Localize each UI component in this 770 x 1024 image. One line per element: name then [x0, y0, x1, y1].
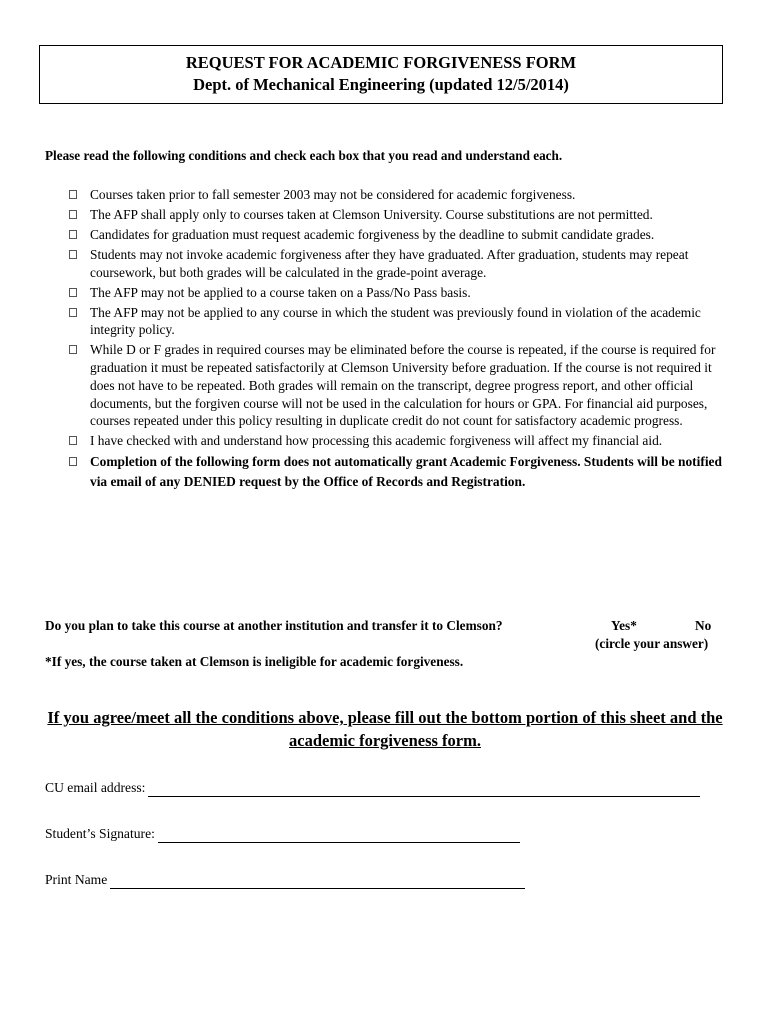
- condition-item: [68, 246, 728, 281]
- condition-item: [68, 226, 728, 244]
- signature-field[interactable]: [158, 828, 520, 843]
- form-header: [39, 45, 723, 104]
- answer-hint: (circle your answer): [595, 636, 709, 651]
- email-field[interactable]: [148, 782, 700, 797]
- checkbox[interactable]: [69, 230, 77, 239]
- checkbox[interactable]: [69, 457, 77, 466]
- print-name-field-row: [45, 871, 525, 889]
- email-label: CU email address:: [45, 780, 146, 795]
- answer-no[interactable]: No: [695, 618, 712, 633]
- form-subtitle: Dept. of Mechanical Engineering (updated 12/5/2014): [193, 75, 569, 94]
- condition-item: [68, 186, 728, 204]
- email-field-row: [45, 779, 700, 797]
- instructions: Please read the following conditions and check each box that you read and understand each.: [45, 148, 563, 163]
- condition-text: The AFP shall apply only to courses taken at Clemson University. Course substitutions are not permitted.: [90, 207, 653, 222]
- print-name-label: Print Name: [45, 872, 108, 887]
- print-name-field[interactable]: [110, 874, 525, 889]
- condition-text: Candidates for graduation must request academic forgiveness by the deadline to submit candidate grades.: [90, 227, 655, 242]
- condition-text: While D or F grades in required courses may be eliminated before the course is repeated, if the course is required for graduation it must be repeated satisfactorily at Clemson University before graduation. If the course is not required it does not have to be repeated. Both grades will remain on the transcript, degree progress report, and other official documents, but the forgiven course will not be used in the calculation for hours or GPA. For financial aid purposes, courses repeated under this policy resulting in duplicate credit do not count for satisfactory academic progress.: [90, 342, 716, 429]
- question-note: *If yes, the course taken at Clemson is ineligible for academic forgiveness.: [45, 654, 464, 669]
- condition-text: Completion of the following form does not automatically grant Academic Forgiveness. Students will be notified via email of any DENIED request by the Office of Records and Registration.: [90, 454, 722, 490]
- form-title: REQUEST FOR ACADEMIC FORGIVENESS FORM: [185, 53, 577, 72]
- condition-text: Courses taken prior to fall semester 2003 may not be considered for academic forgiveness.: [90, 187, 576, 202]
- answer-yes[interactable]: Yes*: [611, 618, 637, 633]
- checkbox[interactable]: [69, 210, 77, 219]
- condition-item: [68, 304, 728, 339]
- signature-field-row: [45, 825, 520, 843]
- condition-text: The AFP may not be applied to any course in which the student was previously found in violation of the academic integrity policy.: [90, 304, 701, 338]
- agree-notice: If you agree/meet all the conditions above, please fill out the bottom portion of this sheet and the academic forgiveness form.: [47, 708, 723, 750]
- condition-item: [68, 452, 728, 492]
- checkbox[interactable]: [69, 308, 77, 317]
- checkbox[interactable]: [69, 190, 77, 199]
- checkbox[interactable]: [69, 288, 77, 297]
- conditions-list: [68, 186, 728, 495]
- condition-item: [68, 432, 728, 450]
- question-text: Do you plan to take this course at another institution and transfer it to Clemson?: [45, 618, 503, 633]
- checkbox[interactable]: [69, 345, 77, 354]
- condition-item: [68, 341, 728, 430]
- condition-item: [68, 284, 728, 302]
- checkbox[interactable]: [69, 436, 77, 445]
- condition-text: I have checked with and understand how processing this academic forgiveness will affect my financial aid.: [90, 433, 663, 449]
- condition-text: Students may not invoke academic forgiveness after they have graduated. After graduation, students may repeat coursework, but both grades will be calculated in the grade-point average.: [90, 247, 689, 280]
- condition-text: The AFP may not be applied to a course taken on a Pass/No Pass basis.: [90, 284, 471, 300]
- signature-label: Student’s Signature:: [45, 826, 155, 841]
- checkbox[interactable]: [69, 250, 77, 259]
- condition-item: [68, 206, 728, 224]
